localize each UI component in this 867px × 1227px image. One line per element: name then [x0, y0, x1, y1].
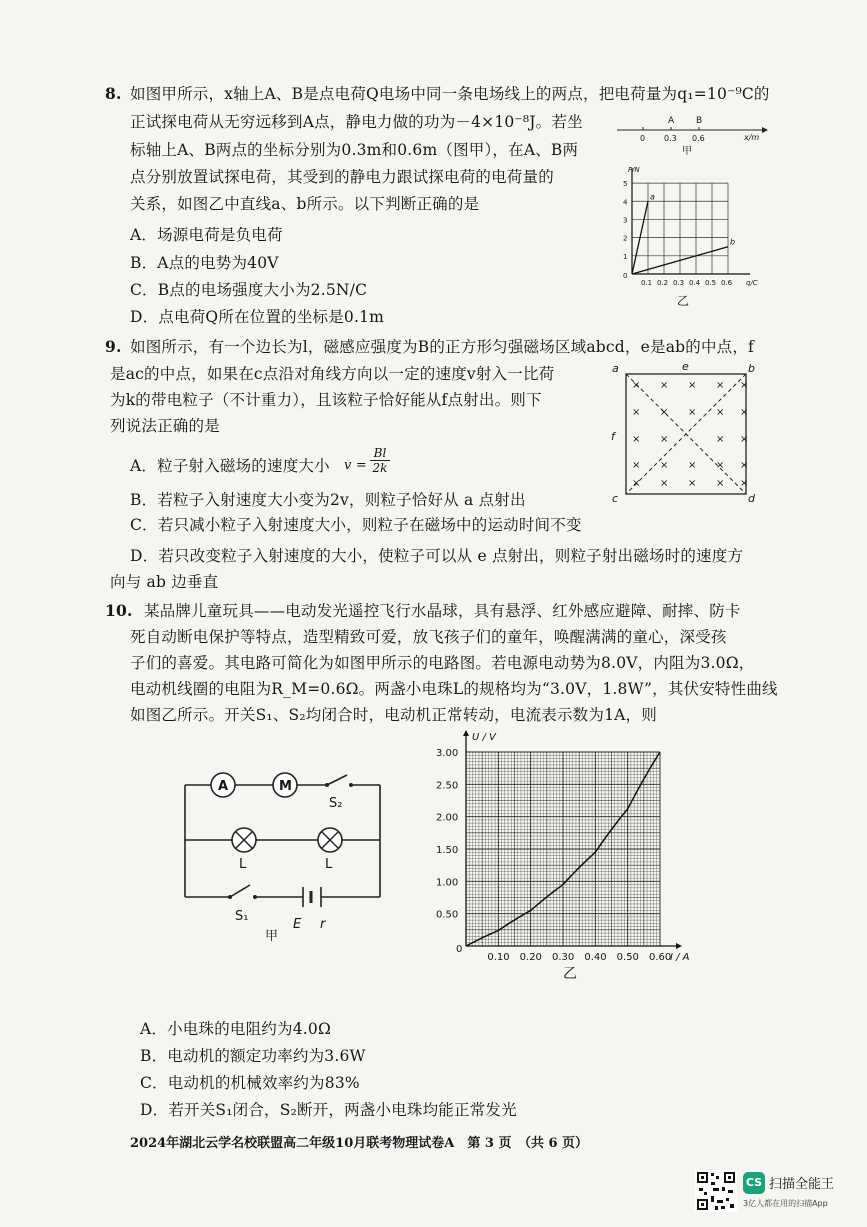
q8-line-3: 标轴上A、B两点的坐标分别为0.3m和0.6m（图甲），在A、B两 — [130, 141, 579, 159]
y-axis-label: F/N — [628, 166, 640, 174]
lamp-right-label: L — [325, 857, 333, 872]
y-axis-label: U / V — [472, 732, 496, 743]
diagonal-bc — [626, 374, 749, 494]
internal-resistance-label: r — [320, 917, 326, 932]
field-cross-mark: × — [688, 460, 697, 471]
q10-option-c: C．电动机的机械效率约为83% — [140, 1074, 360, 1092]
field-cross-mark: × — [716, 407, 725, 418]
q8-option-a: A．场源电荷是负电荷 — [130, 226, 283, 244]
q9-option-a-lhs: v = — [344, 458, 367, 473]
q9-option-a-prefix: A．粒子射入磁场的速度大小 — [130, 457, 330, 475]
midpoint-e-label: e — [682, 360, 689, 373]
emf-label: E — [293, 917, 302, 932]
x-axis-label: q/C — [746, 279, 758, 287]
qr-code-icon — [695, 1170, 737, 1212]
ui-chart-caption: 乙 — [563, 966, 578, 982]
q8-number: 8. — [105, 84, 122, 103]
origin-label: 0 — [456, 944, 463, 955]
q9-option-d: D．若只改变粒子入射速度的大小，使粒子可以从 e 点射出，则粒子射出磁场时的速度方 — [130, 547, 744, 565]
field-cross-mark: × — [660, 478, 669, 489]
q10-option-a: A．小电珠的电阻约为4.0Ω — [140, 1020, 331, 1038]
field-cross-mark: × — [632, 478, 641, 489]
q10-line-3: 子们的喜爱。其电路可简化为如图甲所示的电路图。若电源电动势为8.0V，内阻为3.0Ω， — [130, 654, 755, 672]
x-tick-label: 0.1 — [641, 279, 653, 287]
fraction-numerator: Bl — [373, 446, 387, 460]
switch-s1-blade — [230, 885, 250, 897]
q8-line-4: 点分别放置试探电荷，其受到的静电力跟试探电荷的电荷量的 — [130, 168, 554, 186]
y-tick-label: 3 — [623, 216, 628, 225]
x-tick-label: 0.60 — [649, 952, 672, 963]
field-cross-mark: × — [660, 407, 669, 418]
x-tick-label: 0.40 — [584, 952, 607, 963]
tick-0: 0 — [640, 134, 646, 143]
q8-figure-yi-chart — [610, 162, 760, 302]
y-tick-label: 4 — [623, 198, 628, 207]
field-cross-mark: × — [688, 380, 697, 391]
field-cross-mark: × — [740, 407, 749, 418]
x-tick-label: 0.30 — [552, 952, 575, 963]
q10-number: 10. — [105, 601, 133, 620]
q10-line-4: 电动机线圈的电阻为R_M=0.6Ω。两盏小电珠L的规格均为“3.0V，1.8W”，其伏安特性曲线 — [130, 680, 778, 698]
q9-option-b: B．若粒子入射速度大小变为2v，则粒子恰好从 a 点射出 — [130, 491, 526, 509]
field-cross-mark: × — [660, 434, 669, 445]
lamp-left-label: L — [239, 857, 247, 872]
field-cross-mark: × — [740, 460, 749, 471]
field-cross-mark: × — [632, 407, 641, 418]
q8-option-c: C．B点的电场强度大小为2.5N/C — [130, 281, 368, 299]
corner-c-label: c — [612, 492, 619, 505]
field-cross-mark: × — [716, 478, 725, 489]
q8-line-1: 如图甲所示，x轴上A、B是点电荷Q电场中同一条电场线上的两点，把电荷量为q₁=10⁻⁹C的 — [130, 85, 770, 103]
series-label-a: a — [650, 192, 655, 202]
corner-a-label: a — [612, 362, 619, 375]
y-tick-label: 2.50 — [436, 780, 459, 792]
q8-figure-jia — [612, 112, 772, 160]
y-tick-label: 1.50 — [436, 845, 459, 856]
q9-number: 9. — [105, 337, 122, 356]
field-cross-mark: × — [660, 380, 669, 391]
motor-label: M — [279, 779, 292, 794]
x-tick-label: 0.20 — [519, 952, 542, 963]
x-axis-arrow — [676, 943, 682, 949]
fraction-denominator: 2k — [370, 460, 390, 475]
q10-line-1: 某品牌儿童玩具——电动发光遥控飞行水晶球，具有悬浮、红外感应避障、耐摔、防卡 — [144, 602, 741, 620]
midpoint-f-label: f — [611, 430, 615, 443]
switch-s1-label: S₁ — [235, 909, 249, 924]
field-cross-mark: × — [716, 434, 725, 445]
x-tick-label: 0.2 — [657, 279, 669, 287]
figure-jia-caption: 甲 — [682, 146, 692, 157]
q10-circuit-figure — [175, 765, 390, 945]
x-axis-arrow — [762, 127, 768, 133]
q8-line-5: 关系，如图乙中直线a、b所示。以下判断正确的是 — [130, 195, 480, 213]
q10-ui-chart — [420, 728, 710, 968]
x-tick-label: 0.50 — [616, 952, 639, 963]
field-cross-mark: × — [740, 478, 749, 489]
q10-line-2: 死自动断电保护等特点，造型精致可爱，放飞孩子们的童年，唤醒满满的童心，深受孩 — [130, 628, 727, 646]
q8-option-b: B．A点的电势为40V — [130, 254, 279, 272]
y-tick-label: 5 — [623, 180, 628, 189]
field-cross-mark: × — [740, 380, 749, 391]
lamp-left-icon — [232, 828, 256, 852]
y-tick-label: 3.00 — [436, 748, 459, 759]
q9-line-4: 列说法正确的是 — [110, 417, 220, 435]
switch-s2-blade — [327, 775, 347, 785]
scanner-watermark — [695, 1170, 855, 1220]
q9-line-2: 是ac的中点，如果在c点沿对角线方向以一定的速度v射入一比荷 — [110, 365, 555, 383]
switch-s2-label: S₂ — [329, 796, 343, 811]
field-cross-mark: × — [716, 380, 725, 391]
y-tick-label: 1 — [623, 252, 628, 261]
y-axis-arrow — [463, 730, 469, 736]
field-cross-mark: × — [660, 460, 669, 471]
brand-name: 扫描全能王 — [769, 1177, 835, 1192]
q8-option-d: D．点电荷Q所在位置的坐标是0.1m — [130, 308, 385, 326]
q10-option-b: B．电动机的额定功率约为3.6W — [140, 1047, 366, 1065]
x-axis-label: x/m — [744, 133, 760, 142]
x-tick-label: 0.10 — [487, 952, 510, 963]
field-cross-mark: × — [632, 460, 641, 471]
origin-label: 0 — [623, 272, 628, 280]
x-tick-label: 0.4 — [689, 279, 701, 287]
lamp-right-icon — [318, 828, 342, 852]
tick-06: 0.6 — [692, 134, 705, 143]
field-cross-mark: × — [632, 434, 641, 445]
q9-option-d-cont: 向与 ab 边垂直 — [110, 573, 219, 591]
field-cross-mark: × — [740, 434, 749, 445]
q9-option-a-fraction — [370, 446, 390, 475]
corner-b-label: b — [748, 362, 755, 375]
corner-d-label: d — [748, 492, 755, 505]
x-tick-label: 0.5 — [705, 279, 717, 287]
q9-line-1: 如图所示，有一个边长为l，磁感应强度为B的正方形匀强磁场区域abcd，e是ab的中点，f — [130, 338, 754, 356]
q10-option-d: D．若开关S₁闭合，S₂断开，两盏小电珠均能正常发光 — [140, 1101, 517, 1119]
field-cross-mark: × — [688, 407, 697, 418]
point-b-label: B — [696, 116, 703, 126]
circuit-caption: 甲 — [265, 929, 279, 944]
ammeter-label: A — [218, 779, 229, 794]
brand-tagline: 3亿人都在用的扫描App — [743, 1199, 828, 1208]
x-axis-label: I / A — [670, 952, 690, 963]
y-tick-label: 2 — [623, 234, 628, 243]
figure-yi-caption: 乙 — [677, 294, 690, 308]
point-a-label: A — [668, 116, 675, 126]
q10-line-5: 如图乙所示。开关S₁、S₂均闭合时，电动机正常转动，电流表示数为1A，则 — [130, 706, 657, 724]
y-tick-label: 2.00 — [436, 812, 459, 824]
field-cross-mark: × — [688, 478, 697, 489]
y-tick-label: 1.00 — [436, 877, 459, 889]
q9-magnetic-field-figure — [608, 360, 758, 508]
tick-03: 0.3 — [664, 134, 677, 143]
series-label-b: b — [730, 237, 736, 247]
brand-logo: CS — [743, 1172, 765, 1194]
x-tick-label: 0.3 — [673, 279, 685, 287]
q9-line-3: 为k的带电粒子（不计重力），且该粒子恰好能从f点射出。则下 — [110, 391, 542, 409]
field-cross-mark: × — [716, 460, 725, 471]
x-tick-label: 0.6 — [721, 279, 733, 287]
y-tick-label: 0.50 — [436, 909, 459, 921]
page-footer: 2024年湖北云学名校联盟高二年级10月联考物理试卷A 第 3 页 （共 6 页） — [130, 1136, 589, 1151]
q8-line-2: 正试探电荷从无穷远移到A点，静电力做的功为－4×10⁻⁸J。若坐 — [130, 113, 583, 131]
q9-option-c: C．若只减小粒子入射速度大小，则粒子在磁场中的运动时间不变 — [130, 516, 582, 534]
field-cross-mark: × — [632, 380, 641, 391]
